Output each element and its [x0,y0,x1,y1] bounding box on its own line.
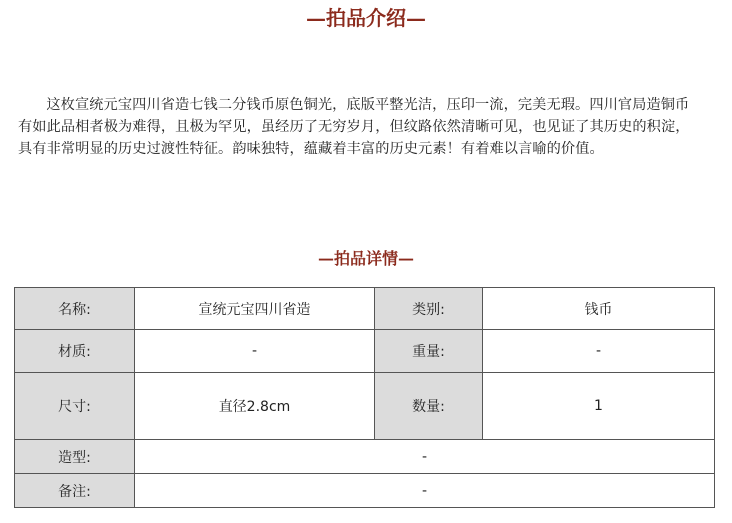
details-table [14,287,715,508]
quantity-value: 1 [483,373,715,440]
name-label: 名称: [15,288,135,330]
shape-label: 造型: [15,440,135,474]
table-row [15,288,715,330]
size-value: 直径2.8cm [135,373,375,440]
details-section-title: —拍品详情— [317,249,414,268]
name-value: 宣统元宝四川省造 [135,288,375,330]
intro-description: 这枚宣统元宝四川省造七钱二分钱币原色铜光，底版平整光洁，压印一流，完美无瑕。四川官局造铜币有如此品相者极为难得，且极为罕见，虽经历了无穷岁月，但纹路依然清晰可见，也见证了其历史的积淀，具有非常明显的历史过渡性特征。韵味独特，蕴藏着丰富的历史元素！有着难以言喻的价值。 [18,97,690,157]
size-label: 尺寸: [15,373,135,440]
remark-label: 备注: [15,474,135,508]
table-row [15,440,715,474]
category-value: 钱币 [483,288,715,330]
category-label: 类别: [375,288,483,330]
material-label: 材质: [15,330,135,373]
quantity-label: 数量: [375,373,483,440]
weight-value: - [483,330,715,373]
intro-section-title: —拍品介绍— [306,6,426,30]
material-value: - [135,330,375,373]
weight-label: 重量: [375,330,483,373]
shape-value: - [135,440,715,474]
table-row [15,330,715,373]
table-row [15,474,715,508]
table-row [15,373,715,440]
remark-value: - [135,474,715,508]
